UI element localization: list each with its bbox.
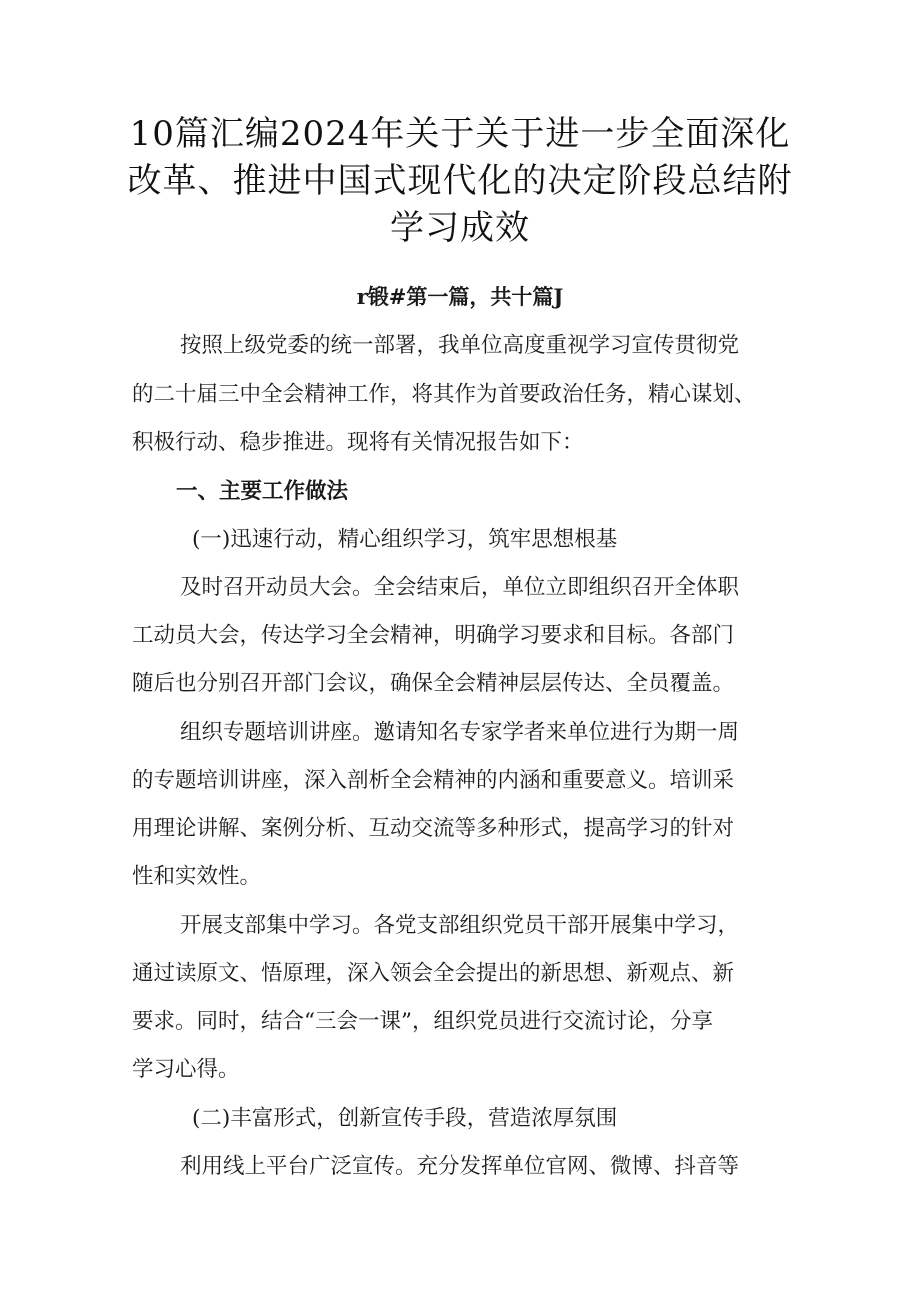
section-heading: 一、主要工作做法: [176, 479, 349, 504]
paragraph-line: 性和实效性。: [132, 864, 262, 889]
paragraph-line: 随后也分别召开部门会议，确保全会精神层层传达、全员覆盖。: [132, 671, 735, 696]
document-subtitle: r锻#第一篇，共十篇J: [356, 284, 564, 309]
paragraph-line: 积极行动、稳步推进。现将有关情况报告如下：: [132, 430, 584, 455]
paragraph-line: 组织专题培训讲座。邀请知名专家学者来单位进行为期一周: [180, 720, 740, 745]
paragraph-line: 学习心得。: [132, 1057, 240, 1082]
paragraph-line: 及时召开动员大会。全会结束后，单位立即组织召开全体职: [180, 575, 740, 600]
document-title-line-1: 10篇汇编2024年关于关于进一步全面深化: [129, 114, 791, 154]
paragraph-line: 要求。同时，结合“三会一课”，组织党员进行交流讨论，分享: [132, 1009, 713, 1034]
paragraph-line: 用理论讲解、案例分析、互动交流等多种形式，提高学习的针对: [132, 816, 735, 841]
paragraph-line: 的二十届三中全会精神工作，将其作为首要政治任务，精心谋划、: [132, 382, 756, 407]
subsection-heading: (一)迅速行动，精心组织学习，筑牢思想根基: [192, 527, 618, 552]
document-title-line-3: 学习成效: [390, 208, 530, 248]
subsection-heading: (二)丰富形式，创新宣传手段，营造浓厚氛围: [192, 1106, 618, 1131]
document-title-line-2: 改革、推进中国式现代化的决定阶段总结附: [127, 161, 793, 201]
paragraph-line: 通过读原文、悟原理，深入领会全会提出的新思想、新观点、新: [132, 961, 735, 986]
paragraph-line: 的专题培训讲座，深入剖析全会精神的内涵和重要意义。培训采: [132, 768, 735, 793]
paragraph-line: 利用线上平台广泛宣传。充分发挥单位官网、微博、抖音等: [180, 1154, 740, 1179]
paragraph-line: 工动员大会，传达学习全会精神，明确学习要求和目标。各部门: [132, 623, 735, 648]
paragraph-line: 开展支部集中学习。各党支部组织党员干部开展集中学习，: [180, 913, 740, 938]
paragraph-line: 按照上级党委的统一部署，我单位高度重视学习宣传贯彻党: [180, 333, 740, 358]
